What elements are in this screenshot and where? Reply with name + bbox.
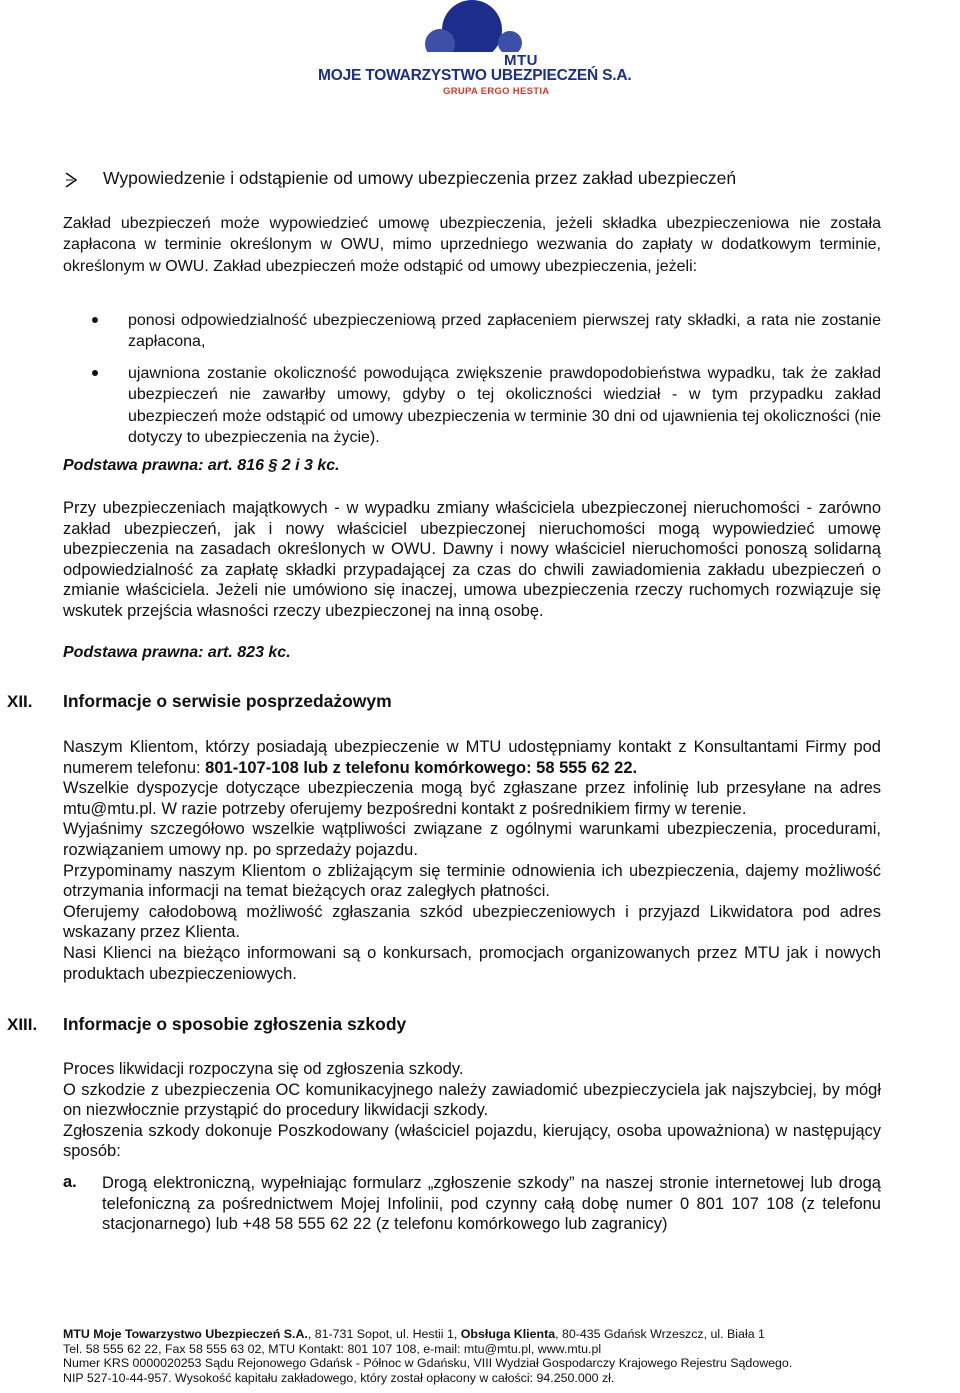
withdrawal-heading: Wypowiedzenie i odstąpienie od umowy ubezpieczenia przez zakład ubezpieczeń <box>103 168 737 188</box>
promotions-paragraph: Nasi Klienci na bieżąco informowani są o konkursach, promocjach organizowanych przez MTU jak i nowych produktach ubezpieczeniowych. <box>63 943 881 983</box>
renewal-reminder-paragraph: Przypominamy naszym Klientom o zbliżającym się terminie odnowienia ich ubezpieczenia, dajemy możliwość otrzymania informacji na temat bieżących oraz zaległych płatności. <box>63 861 881 901</box>
footer <box>63 1327 792 1385</box>
footer-service-label: Obsługa Klienta <box>460 1327 556 1341</box>
claim-method-electronic: Drogą elektroniczną, wypełniając formularz „zgłoszenie szkody” na naszej stronie internetowej lub drogą telefoniczną za pośrednictwem Mojej Infolinii, pod czynny całą dobę numer 0 801 107 108 (z telefonu stacjonarnego) lub +48 58 555 62 22 (z telefonu komórkowego lub zagranicy) <box>102 1174 881 1234</box>
claims-reporting-paragraph: Oferujemy całodobową możliwość zgłaszania szkód ubezpieczeniowych i przyjazd Likwidatora pod adres wskazany przez Klienta. <box>63 902 881 942</box>
legal-basis-816: Podstawa prawna: art. 816 § 2 i 3 kc. <box>63 457 340 474</box>
footer-contact-line: Tel. 58 555 62 22, Fax 58 555 63 02, MTU Kontakt: 801 107 108, e-mail: mtu@mtu.pl, www.mtu.pl <box>63 1341 602 1356</box>
logo-short-name: MTU <box>504 52 538 69</box>
company-logo <box>318 0 638 98</box>
section-title-claims: Informacje o sposobie zgłoszenia szkody <box>63 1014 407 1034</box>
section-number-xiii: XIII. <box>7 1015 38 1034</box>
bullet-icon <box>92 317 98 323</box>
footer-service-address: , 80-435 Gdańsk Wrzeszcz, ul. Biała 1 <box>555 1327 765 1341</box>
bullet-item-circumstance: ujawniona zostanie okoliczność powodująca zwiększenie prawdopodobieństwa wypadku, tak że zakład ubezpieczeń nie zawarłby umowy, gdyby o tej okoliczności wiedział - w tym przypadku zakład ubezpieczeń może odstąpić od umowy ubezpieczenia w terminie 30 dni od ujawnienia tej okoliczności (nie dotyczy to ubezpieczenia na życie). <box>128 365 881 446</box>
explanations-paragraph: Wyjaśnimy szczegółowo wszelkie wątpliwości związane z ogólnymi warunkami ubezpieczenia, procedurami, rozwiązaniem umowy np. po sprzedaży pojazdu. <box>63 820 881 859</box>
arrowhead-icon <box>64 172 78 188</box>
withdrawal-paragraph: Zakład ubezpieczeń może wypowiedzieć umowę ubezpieczenia, jeżeli składka ubezpieczeniowa nie została zapłacona w terminie określonym w OWU, mimo uprzedniego wezwania do zapłaty w dodatkowym terminie, określonym w OWU. Zakład ubezpieczeń może odstąpić od umowy ubezpieczenia, jeżeli: <box>63 215 881 275</box>
after-sales-contact-paragraph <box>63 737 881 984</box>
footer-nip-line: NIP 527-10-44-957. Wysokość kapitału zakładowego, który został opłacony w całości: 94.250.000 zł. <box>63 1370 615 1385</box>
section-number-xii: XII. <box>7 692 33 711</box>
property-insurance-paragraph: Przy ubezpieczeniach majątkowych - w wypadku zmiany właściciela ubezpieczonej nieruchomości - zarówno zakład ubezpieczeń, jak i nowy właściciel ubezpieczonej nieruchomości mogą wypowiedzieć umowę ubezpieczenia na zasadach określonych w OWU. Dawny i nowy właściciel nieruchomości ponoszą solidarną odpowiedzialność za zapłatę składki przypadającej za czas do chwili zawiadomienia zakładu ubezpieczeń o zmianie właściciela. Jeżeli nie umówiono się inaczej, umowa ubezpieczenia rzeczy ruchomych rozwiązuje się wskutek przejścia własności rzeczy ubezpieczonej na inną osobę. <box>63 499 881 620</box>
claim-reporter-paragraph: Zgłoszenia szkody dokonuje Poszkodowany (właściciel pojazdu, kierujący, osoba upoważniona) w następujący sposób: <box>63 1121 881 1161</box>
legal-basis-823: Podstawa prawna: art. 823 kc. <box>63 644 291 661</box>
footer-address: , 81-731 Sopot, ul. Hestii 1, <box>307 1327 461 1341</box>
claims-process-start: Proces likwidacji rozpoczyna się od zgłoszenia szkody. <box>63 1060 464 1078</box>
logo-group-name: GRUPA ERGO HESTIA <box>443 86 550 97</box>
contact-intro-text: Naszym Klientom, którzy posiadają ubezpieczenie w MTU udostępniamy kontakt z Konsultantami Firmy pod numerem telefonu: <box>63 738 881 777</box>
claims-paragraphs <box>63 1059 881 1162</box>
logo-company-name: MOJE TOWARZYSTWO UBEZPIECZEŃ S.A. <box>318 67 632 84</box>
bullet-item-unpaid: ponosi odpowiedzialność ubezpieczeniową przed zapłaceniem pierwszej raty składki, a rata nie zostanie zapłacona, <box>128 312 881 351</box>
dispositions-paragraph: Wszelkie dyspozycje dotyczące ubezpieczenia mogą być zgłaszane przez infolinię lub przesyłane na adres mtu@mtu.pl. W razie potrzeby oferujemy bezpośredni kontakt z pośrednikiem firmy w terenie. <box>63 779 881 818</box>
oc-claims-paragraph: O szkodzie z ubezpieczenia OC komunikacyjnego należy zawiadomić ubezpieczyciela jak najszybciej, by mógł on niezwłocznie przystąpić do procedury likwidacji szkody. <box>63 1080 881 1120</box>
bullet-icon <box>92 370 98 376</box>
list-marker-a: a. <box>63 1173 77 1191</box>
section-title-after-sales: Informacje o serwisie posprzedażowym <box>63 691 392 711</box>
footer-krs-line: Numer KRS 0000020253 Sądu Rejonowego Gdańsk - Północ w Gdańsku, VIII Wydział Gospodarczy Krajowego Rejestru Sądowego. <box>63 1356 793 1370</box>
logo-circles-icon <box>418 0 538 60</box>
footer-company-line <box>63 1327 792 1342</box>
contact-phone-numbers: 801-107-108 lub z telefonu komórkowego: 58 555 62 22. <box>205 758 638 777</box>
footer-company-name: MTU Moje Towarzystwo Ubezpieczeń S.A. <box>63 1327 308 1341</box>
